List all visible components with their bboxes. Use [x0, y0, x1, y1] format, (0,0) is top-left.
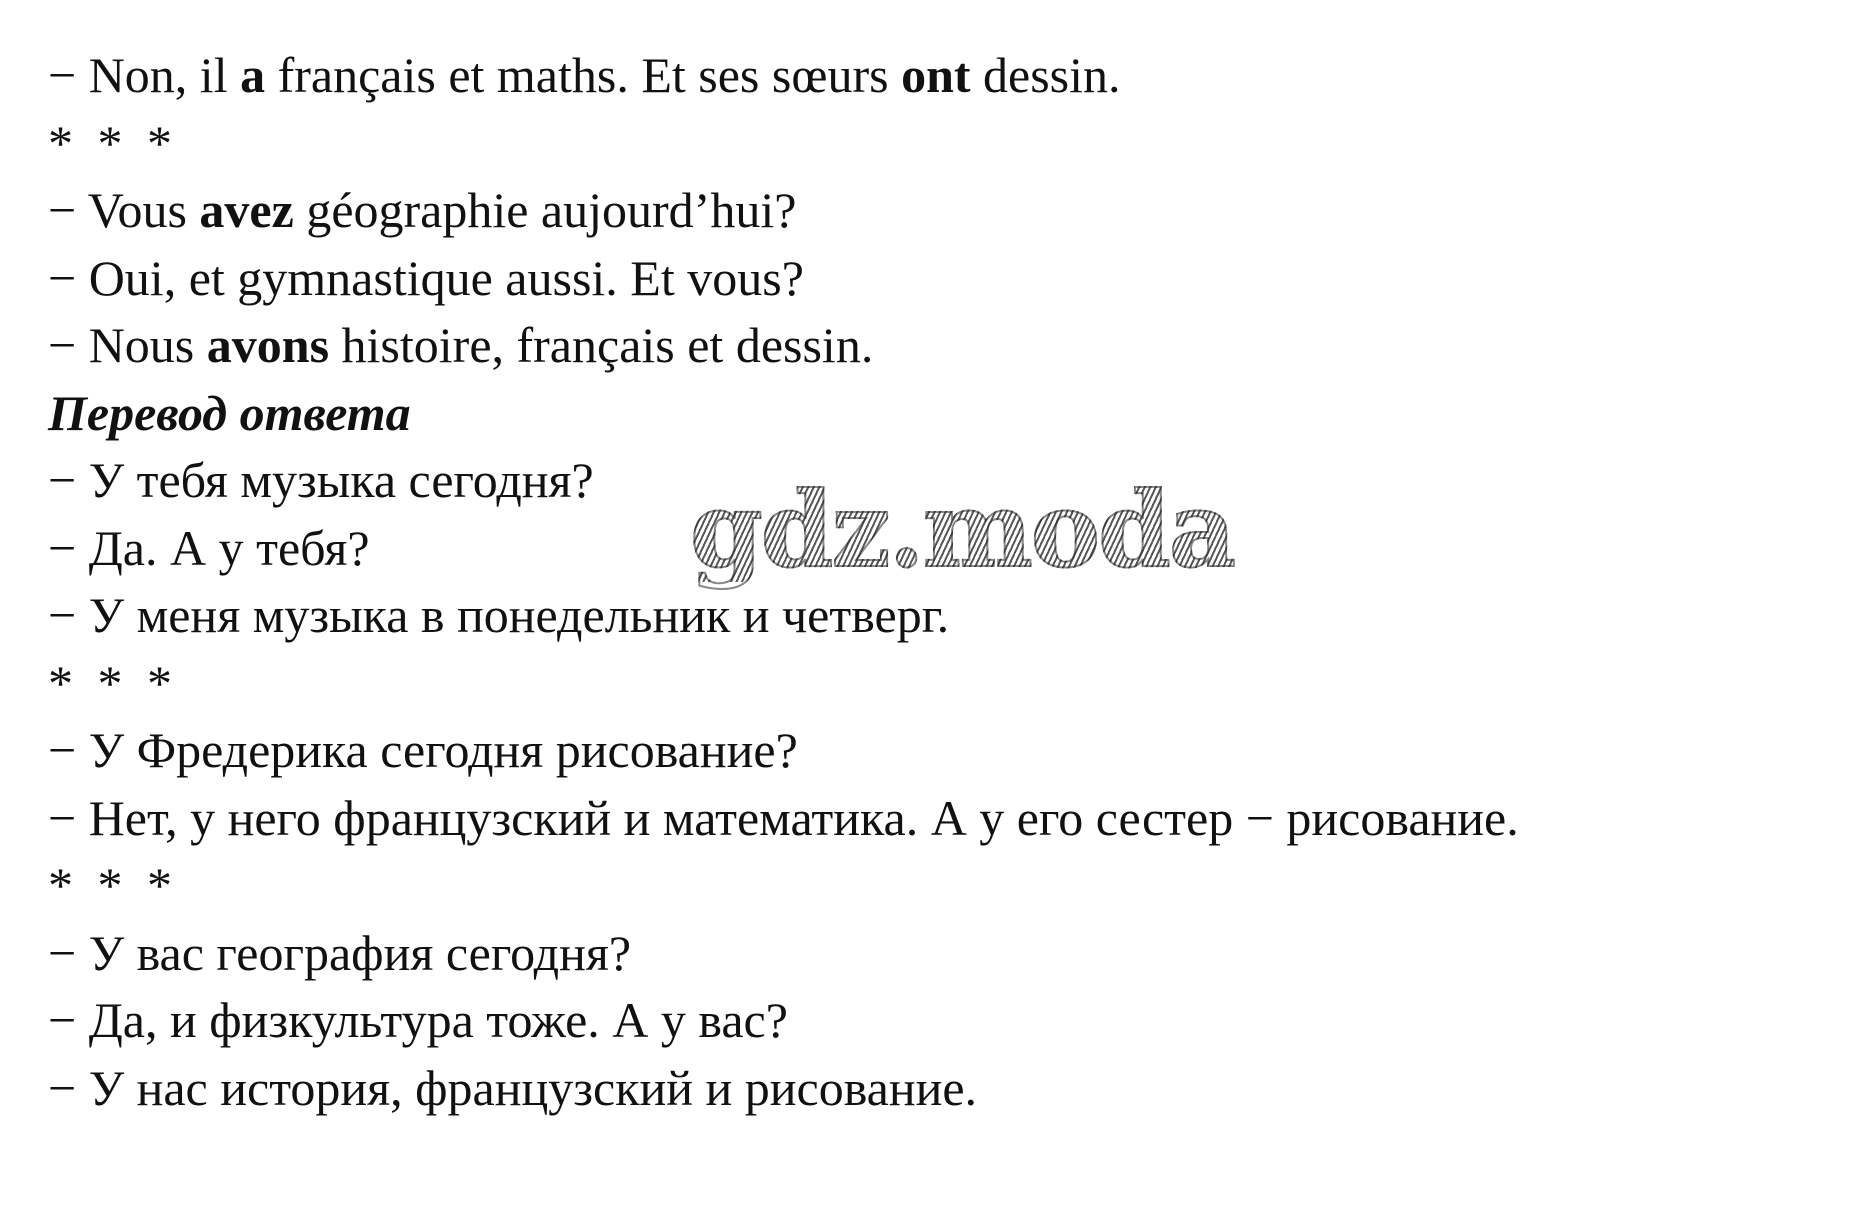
text-segment: − Vous	[48, 182, 200, 238]
separator-stars: * * *	[48, 857, 178, 913]
french-line-3: − Oui, et gymnastique aussi. Et vous?	[48, 249, 804, 306]
text-segment: − Nous	[48, 317, 207, 373]
text-segment: géographie aujourd’hui?	[293, 182, 797, 238]
bold-verb: avons	[206, 317, 330, 373]
bold-verb: a	[240, 47, 266, 103]
bold-verb: avez	[199, 182, 294, 238]
translation-heading: Перевод ответа	[48, 384, 411, 441]
russian-line-2: − Да. А у тебя?	[48, 519, 370, 576]
russian-line-5: − Нет, у него французский и математика. А у его сестер − рисование.	[48, 789, 1519, 846]
russian-line-6: − У вас география сегодня?	[48, 924, 632, 981]
watermark-logo: gdz.moda	[690, 468, 1235, 591]
bold-verb: ont	[901, 47, 971, 103]
russian-line-4: − У Фредерика сегодня рисование?	[48, 722, 798, 778]
russian-line-3: − У меня музыка в понедельник и четверг.	[48, 587, 950, 643]
text-segment: dessin.	[970, 47, 1121, 103]
french-line-4	[48, 312, 1838, 380]
french-line-2	[48, 177, 1838, 245]
text-segment: français et maths. Et ses sœurs	[265, 47, 902, 103]
russian-line-8: − У нас история, французский и рисование.	[48, 1059, 978, 1116]
russian-line-1: − У тебя музыка сегодня?	[48, 452, 594, 508]
french-line-1	[48, 42, 1838, 110]
separator-stars: * * *	[48, 114, 178, 171]
text-segment: histoire, français et dessin.	[329, 317, 874, 373]
document-body	[48, 42, 1838, 1122]
russian-line-7: − Да, и физкультура тоже. А у вас?	[48, 992, 788, 1048]
text-segment: − Non, il	[48, 47, 241, 103]
separator-stars: * * *	[48, 654, 178, 711]
